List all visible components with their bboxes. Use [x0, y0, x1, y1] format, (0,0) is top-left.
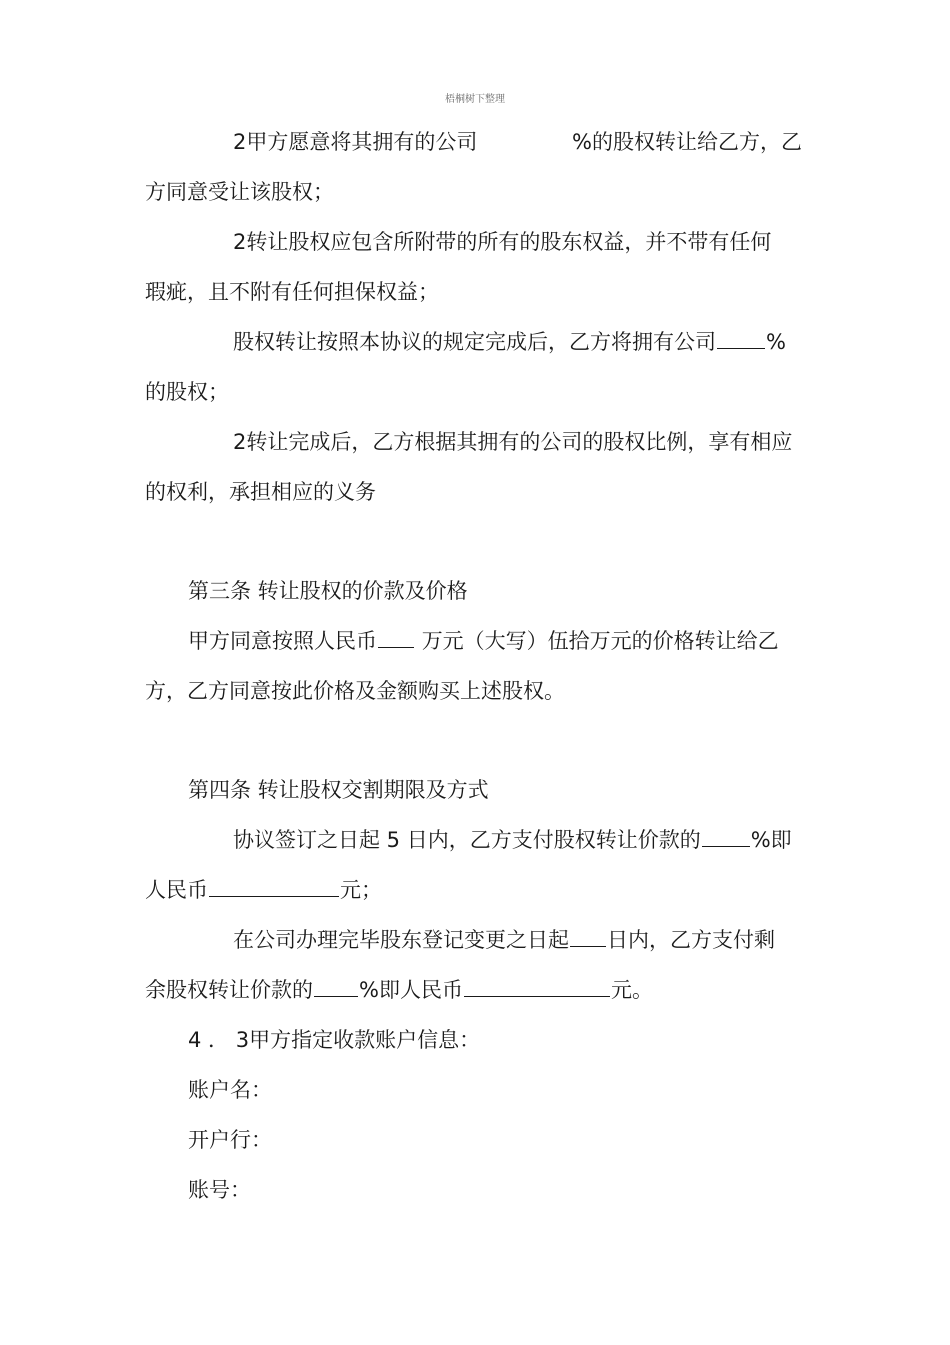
- clause3-title: 第三条 转让股权的价款及价格: [188, 579, 468, 603]
- clause2-item2-line1: 2转让股权应包含所附带的所有的股东权益，并不带有任何: [233, 230, 772, 254]
- clause3-text-b: 万元（大写）伍拾万元的价格转让给乙: [421, 629, 779, 653]
- clause4-item2-text-d: %即人民币: [359, 978, 463, 1002]
- clause2-item1-line2: 方同意受让该股权；: [145, 180, 334, 204]
- amount-blank: [464, 978, 610, 997]
- account-name-label: 账户名：: [188, 1078, 272, 1102]
- percent-blank: [314, 978, 358, 997]
- clause3-para-line2: 方，乙方同意按此价格及金额购买上述股权。: [145, 679, 565, 703]
- percent-blank: [702, 828, 750, 847]
- clause2-item4-line2: 的权利，承担相应的义务: [145, 480, 376, 504]
- clause4-item1-line1: [233, 826, 792, 854]
- days-blank: [570, 928, 606, 947]
- clause2-item1-text-b: %的股权转让给乙方，乙: [572, 130, 802, 154]
- clause4-item2-text-b: 日内，乙方支付剩: [607, 928, 775, 952]
- clause2-item3-line1: [233, 328, 786, 356]
- account-number-label: 账号：: [188, 1178, 251, 1202]
- clause4-item2-line2: [145, 976, 653, 1004]
- amount-blank: [378, 629, 414, 648]
- clause2-item1-line1b: [572, 128, 802, 156]
- clause2-item1-text-a: 2甲方愿意将其拥有的公司: [233, 130, 478, 154]
- amount-blank: [209, 878, 339, 897]
- clause2-item4-line1: 2转让完成后，乙方根据其拥有的公司的股权比例，享有相应: [233, 430, 793, 454]
- page-header: 梧桐树下整理: [445, 94, 505, 105]
- clause4-item3-label: 4 ． 3甲方指定收款账户信息：: [188, 1028, 481, 1052]
- clause2-item3-line2: 的股权；: [145, 380, 229, 404]
- clause3-para-line1: [188, 627, 779, 655]
- clause4-item1-text-d: 元；: [340, 878, 382, 902]
- clause4-item2-text-a: 在公司办理完毕股东登记变更之日起: [233, 928, 569, 952]
- clause3-text-a: 甲方同意按照人民币: [188, 629, 377, 653]
- clause4-title: 第四条 转让股权交割期限及方式: [188, 778, 489, 802]
- clause4-item1-text-b: %即: [750, 828, 792, 852]
- clause2-item2-line2: 瑕疵，且不附有任何担保权益；: [145, 280, 439, 304]
- percent-blank: [717, 330, 765, 349]
- clause4-item1-text-c: 人民币: [145, 878, 208, 902]
- clause4-item1-line2: [145, 876, 382, 904]
- bank-label: 开户行：: [188, 1128, 272, 1152]
- clause4-item1-text-a: 协议签订之日起 5 日内，乙方支付股权转让价款的: [233, 828, 701, 852]
- clause2-item1-line1: [233, 128, 477, 156]
- clause4-item2-line1: [233, 926, 775, 954]
- clause4-item2-text-e: 元。: [610, 978, 653, 1002]
- clause4-item2-text-c: 余股权转让价款的: [145, 978, 313, 1002]
- clause2-item3-text: 股权转让按照本协议的规定完成后，乙方将拥有公司: [233, 330, 716, 354]
- clause2-item3-percent: %: [766, 330, 786, 354]
